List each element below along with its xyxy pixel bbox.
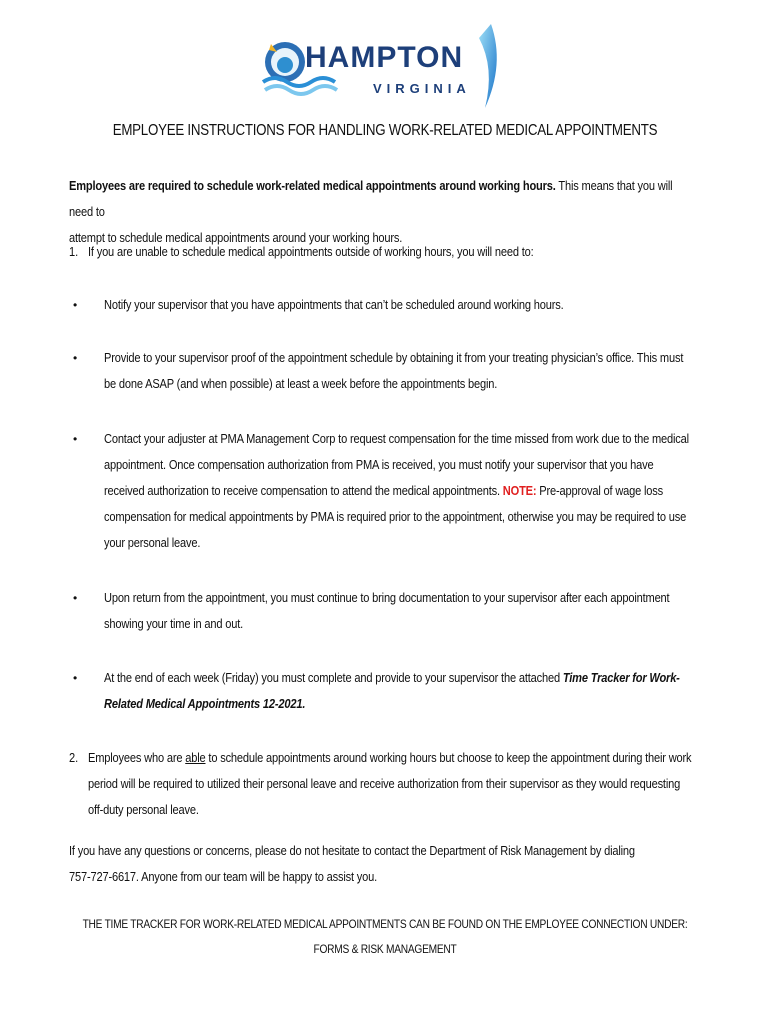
intro-bold: Employees are required to schedule work-related medical appointments around working hours. bbox=[69, 179, 556, 193]
footer-line2: FORMS & RISK MANAGEMENT bbox=[313, 943, 457, 956]
bullet1-text bbox=[104, 292, 702, 318]
bullet4-line2: showing your time in and out. bbox=[104, 617, 244, 631]
closing-line1: If you have any questions or concerns, please do not hesitate to contact the Department of Risk Management by dialing bbox=[69, 844, 635, 858]
closing-line2: 757-727-6617. Anyone from our team will be happy to assist you. bbox=[69, 870, 378, 884]
bullet3-line2: appointment. Once compensation authorization from PMA is received, you must notify your supervisor that you have bbox=[104, 458, 654, 472]
intro-line2: attempt to schedule medical appointments around your working hours. bbox=[69, 231, 403, 245]
bullet3-line1: Contact your adjuster at PMA Management Corp to request compensation for the time missed from work due to the medical bbox=[104, 432, 689, 446]
bullet4-text bbox=[104, 585, 720, 637]
bullet3-line5: your personal leave. bbox=[104, 536, 201, 550]
bullet3-line3b: Pre-approval of wage loss bbox=[536, 484, 664, 498]
bullet3-line3a: received authorization to receive compensation to attend the medical appointments. bbox=[104, 484, 500, 498]
bullet5-line1a: At the end of each week (Friday) you must complete and provide to your supervisor the attached bbox=[104, 671, 563, 685]
bullet3-text bbox=[104, 426, 720, 556]
hampton-virginia-logo bbox=[255, 22, 515, 110]
bullet-dot: • bbox=[73, 351, 78, 365]
item2-number: 2. bbox=[69, 751, 79, 765]
bullet-dot: • bbox=[73, 298, 78, 312]
note-label: NOTE: bbox=[502, 484, 537, 498]
logo-subtitle: VIRGINIA bbox=[373, 81, 471, 96]
logo-wordmark: HAMPTON bbox=[305, 41, 464, 74]
item2-line1a: Employees who are bbox=[88, 751, 186, 765]
bullet1-line1: Notify your supervisor that you have appointments that can’t be scheduled around working hours. bbox=[104, 298, 564, 312]
bullet4-line1: Upon return from the appointment, you must continue to bring documentation to your supervisor after each appointment bbox=[104, 591, 670, 605]
item2-line2: period will be required to utilized their personal leave and receive authorization from their supervisor as they would requesting bbox=[88, 777, 681, 791]
item1-text: If you are unable to schedule medical appointments outside of working hours, you will need to: bbox=[88, 245, 534, 259]
bullet2-text bbox=[104, 345, 720, 397]
closing-paragraph bbox=[69, 838, 685, 890]
bullet5-text bbox=[104, 665, 720, 717]
item2-line1b: to schedule appointments around working hours but choose to keep the appointment during their work bbox=[205, 751, 692, 765]
bullet-dot: • bbox=[73, 671, 78, 685]
page-title: EMPLOYEE INSTRUCTIONS FOR HANDLING WORK-RELATED MEDICAL APPOINTMENTS bbox=[112, 122, 658, 139]
intro-rest: This means that you will need to bbox=[69, 179, 673, 219]
bullet-dot: • bbox=[73, 432, 78, 446]
bullet-dot: • bbox=[73, 591, 78, 605]
hampton-logo-graphic bbox=[255, 22, 515, 110]
item1-number: 1. bbox=[69, 245, 79, 259]
bullet2-line1: Provide to your supervisor proof of the appointment schedule by obtaining it from your treating physician’s office. This must bbox=[104, 351, 684, 365]
bullet3-line4: compensation for medical appointments by PMA is required prior to the appointment, otherwise you may be required to use bbox=[104, 510, 687, 524]
time-tracker-title-a: Time Tracker for Work- bbox=[562, 671, 680, 685]
item2-underlined: able bbox=[185, 751, 206, 765]
time-tracker-title-b: Related Medical Appointments 12-2021. bbox=[104, 697, 306, 711]
bullet2-line2: be done ASAP (and when possible) at least a week before the appointments begin. bbox=[104, 377, 498, 391]
item2-line3: off-duty personal leave. bbox=[88, 803, 199, 817]
item2-text bbox=[88, 745, 704, 823]
footer-line1: THE TIME TRACKER FOR WORK-RELATED MEDICAL APPOINTMENTS CAN BE FOUND ON THE EMPLOYEE CONNECTION UNDER: bbox=[82, 918, 688, 931]
